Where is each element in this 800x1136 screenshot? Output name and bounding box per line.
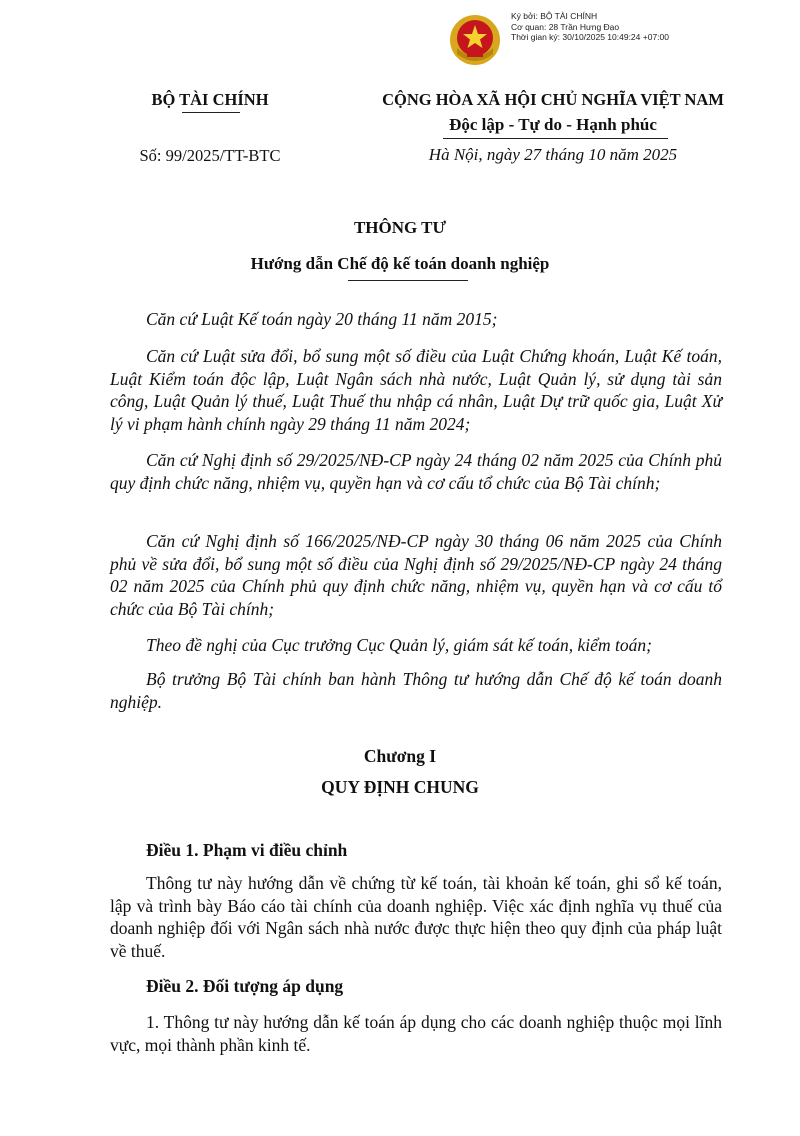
preamble-paragraph: Căn cứ Luật sửa đổi, bổ sung một số điều của Luật Chứng khoán, Luật Kế toán, Luật Kiểm toán độc lập, Luật Ngân sách nhà nước, Luật Quản lý, sử dụng tài sản công, Luật Quản lý thuế, Luật Thuế thu nhập cá nhân, Luật Dự trữ quốc gia, Luật Xử lý vi phạm hành chính ngày 29 tháng 11 năm 2024;: [110, 346, 722, 434]
place-and-date: Hà Nội, ngày 27 tháng 10 năm 2025: [428, 145, 678, 164]
article-heading: Điều 1. Phạm vi điều chỉnh: [146, 840, 348, 860]
digital-signature-info: [511, 11, 669, 43]
subject-underline: [348, 280, 468, 281]
issuing-agency: BỘ TÀI CHÍNH: [151, 90, 269, 109]
article-paragraph: 1. Thông tư này hướng dẫn kế toán áp dụng cho các doanh nghiệp thuộc mọi lĩnh vực, mọi thành phần kinh tế.: [110, 1012, 722, 1055]
article-heading: Điều 2. Đối tượng áp dụng: [146, 976, 344, 996]
preamble-paragraph: Căn cứ Nghị định số 29/2025/NĐ-CP ngày 24 tháng 02 năm 2025 của Chính phủ quy định chức năng, nhiệm vụ, quyền hạn và cơ cấu tổ chức của Bộ Tài chính;: [110, 450, 722, 493]
preamble-paragraph: Căn cứ Nghị định số 166/2025/NĐ-CP ngày 30 tháng 06 năm 2025 của Chính phủ về sửa đổi, bổ sung một số điều của Nghị định số 29/2025/NĐ-CP ngày 24 tháng 02 năm 2025 của Chính phủ quy định chức năng, nhiệm vụ, quyền hạn và cơ cấu tổ chức của Bộ Tài chính;: [110, 531, 722, 619]
country-name: CỘNG HÒA XÃ HỘI CHỦ NGHĨA VIỆT NAM: [382, 90, 724, 109]
signature-time: Thời gian ký: 30/10/2025 10:49:24 +07:00: [511, 32, 669, 42]
preamble-paragraph: Bộ trưởng Bộ Tài chính ban hành Thông tư hướng dẫn Chế độ kế toán doanh nghiệp.: [110, 669, 722, 712]
preamble-paragraph: Căn cứ Luật Kế toán ngày 20 tháng 11 năm 2015;: [146, 309, 498, 329]
document-subject: Hướng dẫn Chế độ kế toán doanh nghiệp: [250, 254, 550, 273]
signature-signed-by: Ký bởi: BỘ TÀI CHÍNH: [511, 11, 598, 21]
chapter-title: QUY ĐỊNH CHUNG: [321, 777, 479, 797]
signature-agency: Cơ quan: 28 Trần Hưng Đạo: [511, 21, 620, 32]
national-emblem-icon: [449, 14, 501, 66]
document-number: Số: 99/2025/TT-BTC: [139, 146, 281, 165]
document-type: THÔNG TƯ: [353, 218, 447, 237]
agency-underline: [182, 112, 240, 113]
national-motto: Độc lập - Tự do - Hạnh phúc: [449, 115, 657, 134]
chapter-number: Chương I: [363, 746, 437, 766]
article-paragraph: Thông tư này hướng dẫn về chứng từ kế toán, tài khoản kế toán, ghi sổ kế toán, lập và trình bày Báo cáo tài chính của doanh nghiệp. Việc xác định nghĩa vụ thuế của doanh nghiệp đối với Ngân sách nhà nước được thực hiện theo quy định của pháp luật về thuế.: [110, 873, 722, 961]
motto-underline: [443, 138, 668, 139]
preamble-paragraph: Theo đề nghị của Cục trưởng Cục Quản lý, giám sát kế toán, kiểm toán;: [146, 635, 652, 655]
